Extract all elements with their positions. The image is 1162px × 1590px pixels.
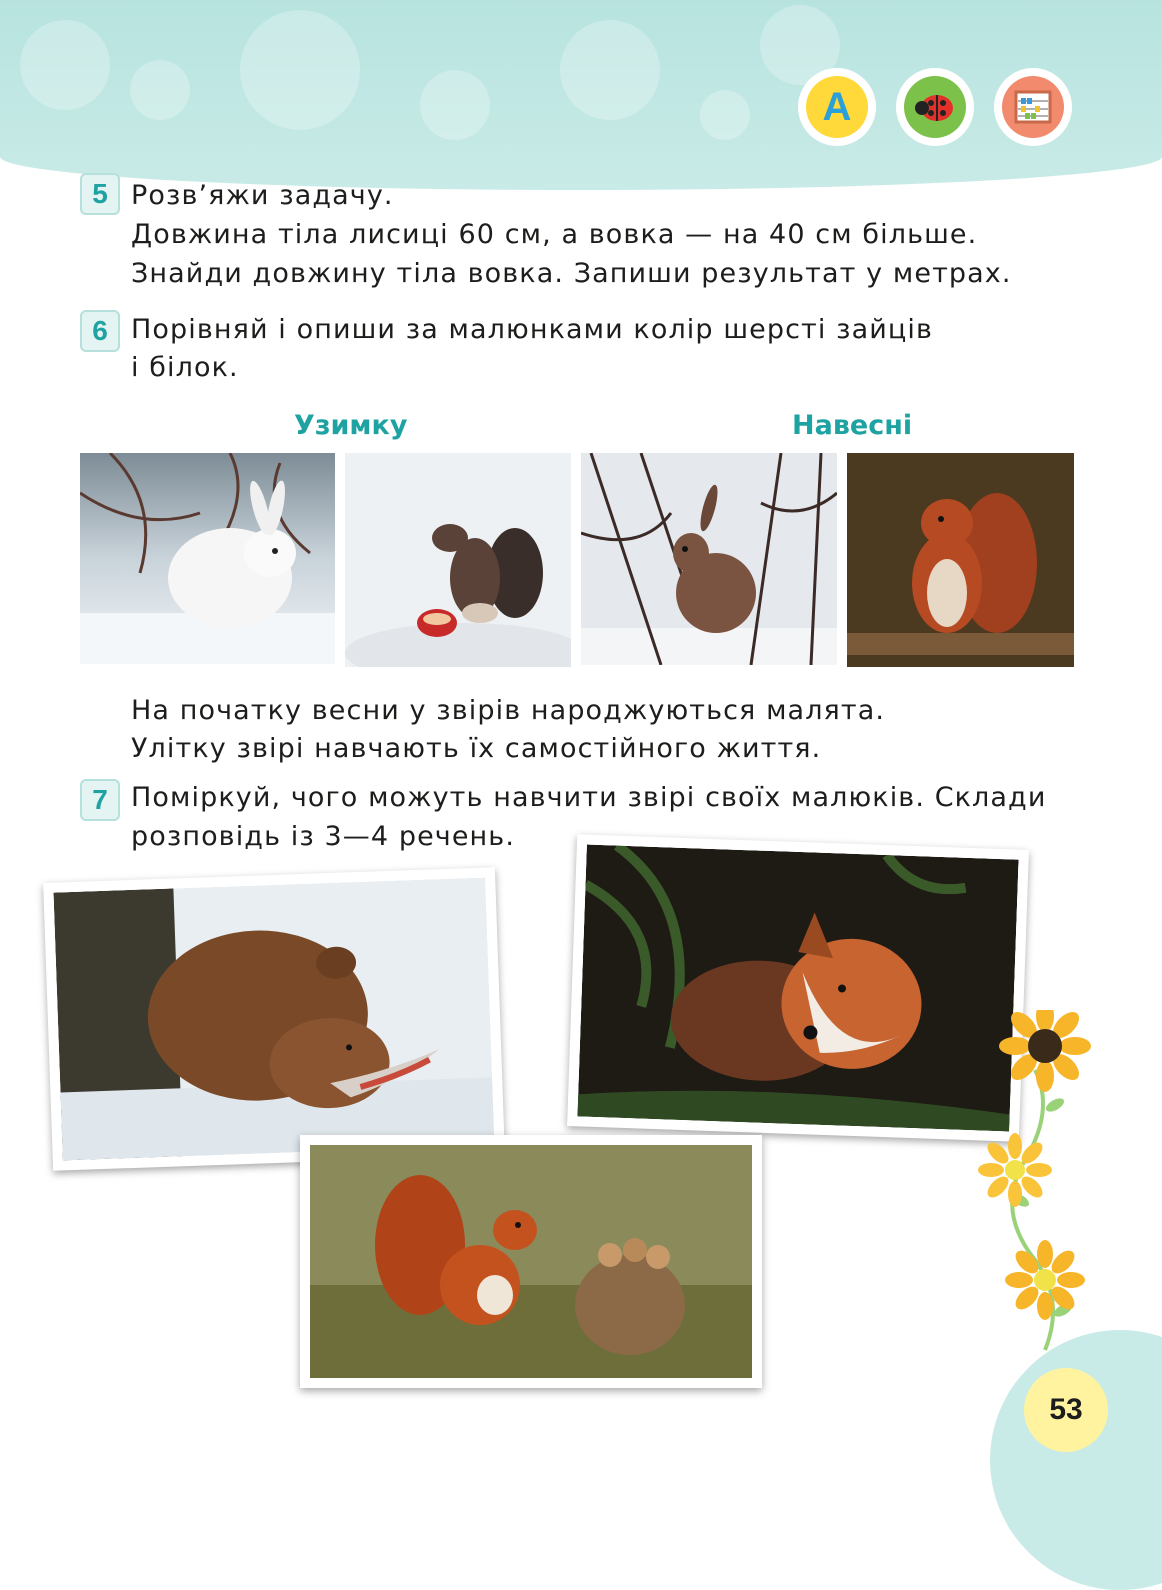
task-5-line-3: Знайди довжину тіла вовка. Запиши результат у метрах. — [131, 258, 1012, 289]
ladybug-icon — [896, 68, 974, 146]
info-line-1: На початку весни у звірів народжуються малята. — [131, 695, 886, 726]
task-5-line-1: Розв’яжи задачу. — [131, 180, 394, 211]
task-number: 6 — [80, 310, 120, 352]
letter-a: A — [806, 76, 868, 138]
squirrel-in-snow-photo — [345, 453, 571, 667]
sunflower-decoration — [975, 1010, 1095, 1370]
task-6-line-1: Порівняй і опиши за малюнками колір шерсті зайців — [131, 314, 933, 345]
header-icons — [798, 68, 1072, 146]
page-number: 53 — [1024, 1368, 1108, 1452]
task-6-line-2: і білок. — [131, 352, 239, 383]
task-7-line-2: розповідь із 3—4 речень. — [131, 821, 516, 852]
white-hare-photo — [80, 453, 335, 664]
task-number: 7 — [80, 779, 120, 821]
bear-photo — [43, 867, 505, 1171]
abacus-icon — [994, 68, 1072, 146]
brown-hare-photo — [581, 453, 837, 665]
info-line-2: Улітку звірі навчають їх самостійного життя. — [131, 733, 822, 764]
season-winter-label: Узимку — [294, 410, 408, 441]
letter-a-icon — [798, 68, 876, 146]
red-squirrel-photo — [847, 453, 1074, 667]
season-spring-label: Навесні — [792, 410, 913, 441]
task-7-line-1: Поміркуй, чого можуть навчити звірі своїх малюків. Склади — [131, 782, 1047, 813]
task-number: 5 — [80, 173, 120, 215]
task-5-line-2: Довжина тіла лисиці 60 см, а вовка — на 40 см більше. — [131, 219, 978, 250]
squirrel-with-nuts-photo — [300, 1135, 762, 1388]
fox-photo — [567, 834, 1029, 1142]
